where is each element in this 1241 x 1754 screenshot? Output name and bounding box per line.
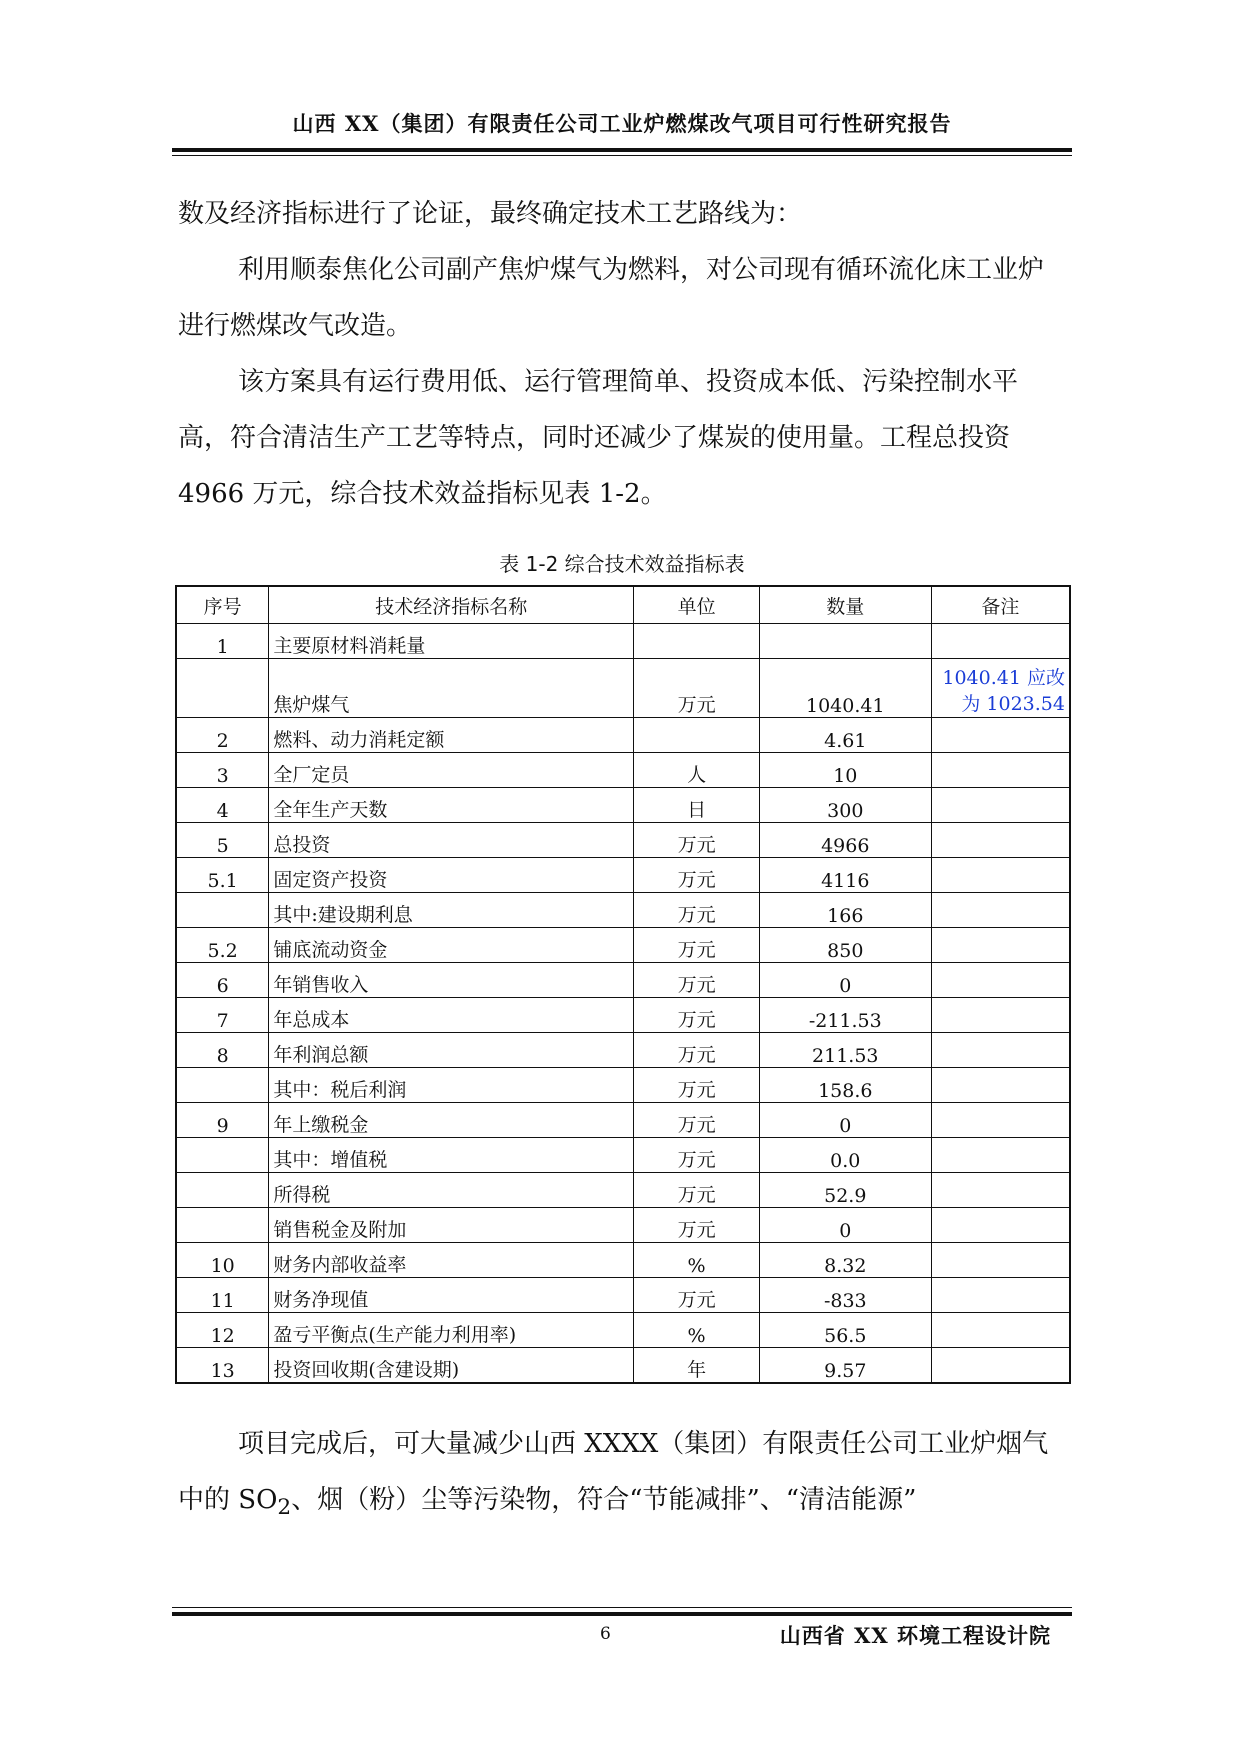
cell-unit: 万元	[634, 1138, 760, 1173]
cell-qty: 211.53	[759, 1033, 931, 1068]
cell-qty	[759, 624, 931, 659]
table-row	[176, 718, 1070, 753]
cell-note	[931, 1278, 1070, 1313]
body-paragraph-3: 该方案具有运行费用低、运行管理简单、投资成本低、污染控制水平高，符合清洁生产工艺等特点，同时还减少了煤炭的使用量。工程总投资 4966 万元，综合技术效益指标见表 1-2。	[178, 367, 1019, 509]
cell-note-correction	[931, 659, 1070, 718]
cell-unit: 年	[634, 1348, 760, 1384]
header-rule	[172, 148, 1072, 152]
cell-note	[931, 753, 1070, 788]
table-row	[176, 1313, 1070, 1348]
header-unit: 单位	[634, 586, 760, 624]
table-row	[176, 788, 1070, 823]
cell-no: 5.1	[176, 858, 269, 893]
cell-no: 5.2	[176, 928, 269, 963]
cell-qty: -211.53	[759, 998, 931, 1033]
cell-qty: 4.61	[759, 718, 931, 753]
cell-note	[931, 893, 1070, 928]
so2-subscript: 2	[277, 1495, 292, 1521]
header-note: 备注	[931, 586, 1070, 624]
note-line-1: 1040.41 应改	[942, 667, 1065, 689]
cell-note	[931, 858, 1070, 893]
cell-note	[931, 1348, 1070, 1384]
cell-qty: 158.6	[759, 1068, 931, 1103]
table-row	[176, 858, 1070, 893]
cell-name: 年总成本	[269, 998, 634, 1033]
cell-qty: 300	[759, 788, 931, 823]
cell-name: 其中：税后利润	[269, 1068, 634, 1103]
cell-no: 9	[176, 1103, 269, 1138]
cell-note	[931, 1138, 1070, 1173]
cell-unit: 日	[634, 788, 760, 823]
cell-name: 燃料、动力消耗定额	[269, 718, 634, 753]
cell-name: 固定资产投资	[269, 858, 634, 893]
cell-no	[176, 893, 269, 928]
table-row	[176, 624, 1070, 659]
table-row	[176, 659, 1070, 718]
cell-qty: 8.32	[759, 1243, 931, 1278]
cell-qty: 4966	[759, 823, 931, 858]
cell-note	[931, 963, 1070, 998]
cell-note	[931, 1103, 1070, 1138]
table-row	[176, 893, 1070, 928]
cell-unit: %	[634, 1243, 760, 1278]
header-qty: 数量	[759, 586, 931, 624]
cell-no: 8	[176, 1033, 269, 1068]
cell-no: 1	[176, 624, 269, 659]
cell-name: 投资回收期(含建设期)	[269, 1348, 634, 1384]
cell-name: 全厂定员	[269, 753, 634, 788]
footer-rule	[172, 1612, 1072, 1616]
cell-unit: 万元	[634, 1103, 760, 1138]
cell-note	[931, 1068, 1070, 1103]
footer-rule-thin	[172, 1607, 1072, 1608]
cell-name: 其中:建设期利息	[269, 893, 634, 928]
paragraph-4-text-a: 项目完成后，可大量减少山西 XXXX（集团）有限责任公司工业炉烟气中的 SO	[178, 1429, 1049, 1515]
footer-organization: 山西省 XX 环境工程设计院	[779, 1623, 1051, 1648]
table-row	[176, 1033, 1070, 1068]
cell-unit: 万元	[634, 963, 760, 998]
cell-qty: 850	[759, 928, 931, 963]
cell-no: 3	[176, 753, 269, 788]
cell-no: 6	[176, 963, 269, 998]
cell-unit: 万元	[634, 928, 760, 963]
cell-qty: 4116	[759, 858, 931, 893]
table-header-row	[176, 586, 1070, 624]
cell-qty: 52.9	[759, 1173, 931, 1208]
cell-name: 年上缴税金	[269, 1103, 634, 1138]
cell-qty: 0	[759, 1103, 931, 1138]
cell-qty: 9.57	[759, 1348, 931, 1384]
cell-unit: 万元	[634, 823, 760, 858]
cell-unit: 万元	[634, 659, 760, 718]
cell-unit: 万元	[634, 1208, 760, 1243]
page-number: 6	[600, 1624, 611, 1644]
table-row	[176, 1138, 1070, 1173]
paragraph-4-text-b: 、烟（粉）尘等污染物，符合“节能减排”、“清洁能源”	[291, 1485, 917, 1515]
cell-unit: 万元	[634, 1278, 760, 1313]
cell-no: 7	[176, 998, 269, 1033]
cell-no: 4	[176, 788, 269, 823]
cell-name: 主要原材料消耗量	[269, 624, 634, 659]
cell-qty: -833	[759, 1278, 931, 1313]
cell-qty: 1040.41	[759, 659, 931, 718]
cell-name: 全年生产天数	[269, 788, 634, 823]
cell-unit: 万元	[634, 1068, 760, 1103]
cell-unit: 万元	[634, 1173, 760, 1208]
note-line-2: 为 1023.54	[961, 693, 1065, 715]
cell-no	[176, 1138, 269, 1173]
cell-unit: 人	[634, 753, 760, 788]
cell-note	[931, 1208, 1070, 1243]
cell-unit: 万元	[634, 1033, 760, 1068]
cell-qty: 56.5	[759, 1313, 931, 1348]
table-row	[176, 1348, 1070, 1384]
cell-qty: 0	[759, 1208, 931, 1243]
cell-no	[176, 1068, 269, 1103]
cell-name: 年利润总额	[269, 1033, 634, 1068]
cell-note	[931, 1313, 1070, 1348]
cell-name: 所得税	[269, 1173, 634, 1208]
cell-no: 13	[176, 1348, 269, 1384]
table-row	[176, 998, 1070, 1033]
cell-qty: 0	[759, 963, 931, 998]
cell-qty: 166	[759, 893, 931, 928]
cell-note	[931, 998, 1070, 1033]
cell-note	[931, 788, 1070, 823]
cell-unit: 万元	[634, 858, 760, 893]
header-name: 技术经济指标名称	[269, 586, 634, 624]
cell-unit	[634, 718, 760, 753]
table-row	[176, 1103, 1070, 1138]
cell-name: 销售税金及附加	[269, 1208, 634, 1243]
table-row	[176, 963, 1070, 998]
cell-unit: 万元	[634, 998, 760, 1033]
cell-no: 12	[176, 1313, 269, 1348]
page-header-title: 山西 XX（集团）有限责任公司工业炉燃煤改气项目可行性研究报告	[292, 111, 952, 136]
cell-no	[176, 1208, 269, 1243]
table-caption: 表 1-2 综合技术效益指标表	[499, 552, 745, 576]
cell-name: 总投资	[269, 823, 634, 858]
cell-no: 11	[176, 1278, 269, 1313]
cell-name: 焦炉煤气	[269, 659, 634, 718]
table-row	[176, 823, 1070, 858]
cell-name: 其中：增值税	[269, 1138, 634, 1173]
cell-name: 铺底流动资金	[269, 928, 634, 963]
cell-qty: 0.0	[759, 1138, 931, 1173]
table-row	[176, 1068, 1070, 1103]
table-row	[176, 1243, 1070, 1278]
cell-name: 财务净现值	[269, 1278, 634, 1313]
cell-note	[931, 1173, 1070, 1208]
cell-qty: 10	[759, 753, 931, 788]
kpi-table	[175, 585, 1071, 1384]
cell-note	[931, 718, 1070, 753]
cell-note	[931, 624, 1070, 659]
cell-no	[176, 1173, 269, 1208]
body-paragraph-2: 利用顺泰焦化公司副产焦炉煤气为燃料，对公司现有循环流化床工业炉进行燃煤改气改造。	[178, 255, 1045, 341]
table-row	[176, 1173, 1070, 1208]
cell-no: 2	[176, 718, 269, 753]
cell-no: 5	[176, 823, 269, 858]
body-paragraph-4	[178, 1416, 1068, 1536]
table-row	[176, 753, 1070, 788]
header-rule-thin	[172, 155, 1072, 156]
table-row	[176, 1278, 1070, 1313]
cell-unit: %	[634, 1313, 760, 1348]
cell-unit: 万元	[634, 893, 760, 928]
cell-note	[931, 928, 1070, 963]
table-row	[176, 1208, 1070, 1243]
header-no: 序号	[176, 586, 269, 624]
cell-name: 财务内部收益率	[269, 1243, 634, 1278]
cell-note	[931, 823, 1070, 858]
cell-unit	[634, 624, 760, 659]
body-paragraph-1: 数及经济指标进行了论证，最终确定技术工艺路线为：	[178, 199, 803, 229]
cell-note	[931, 1033, 1070, 1068]
cell-name: 盈亏平衡点(生产能力利用率)	[269, 1313, 634, 1348]
cell-no	[176, 659, 269, 718]
table-row	[176, 928, 1070, 963]
cell-no: 10	[176, 1243, 269, 1278]
cell-note	[931, 1243, 1070, 1278]
cell-name: 年销售收入	[269, 963, 634, 998]
